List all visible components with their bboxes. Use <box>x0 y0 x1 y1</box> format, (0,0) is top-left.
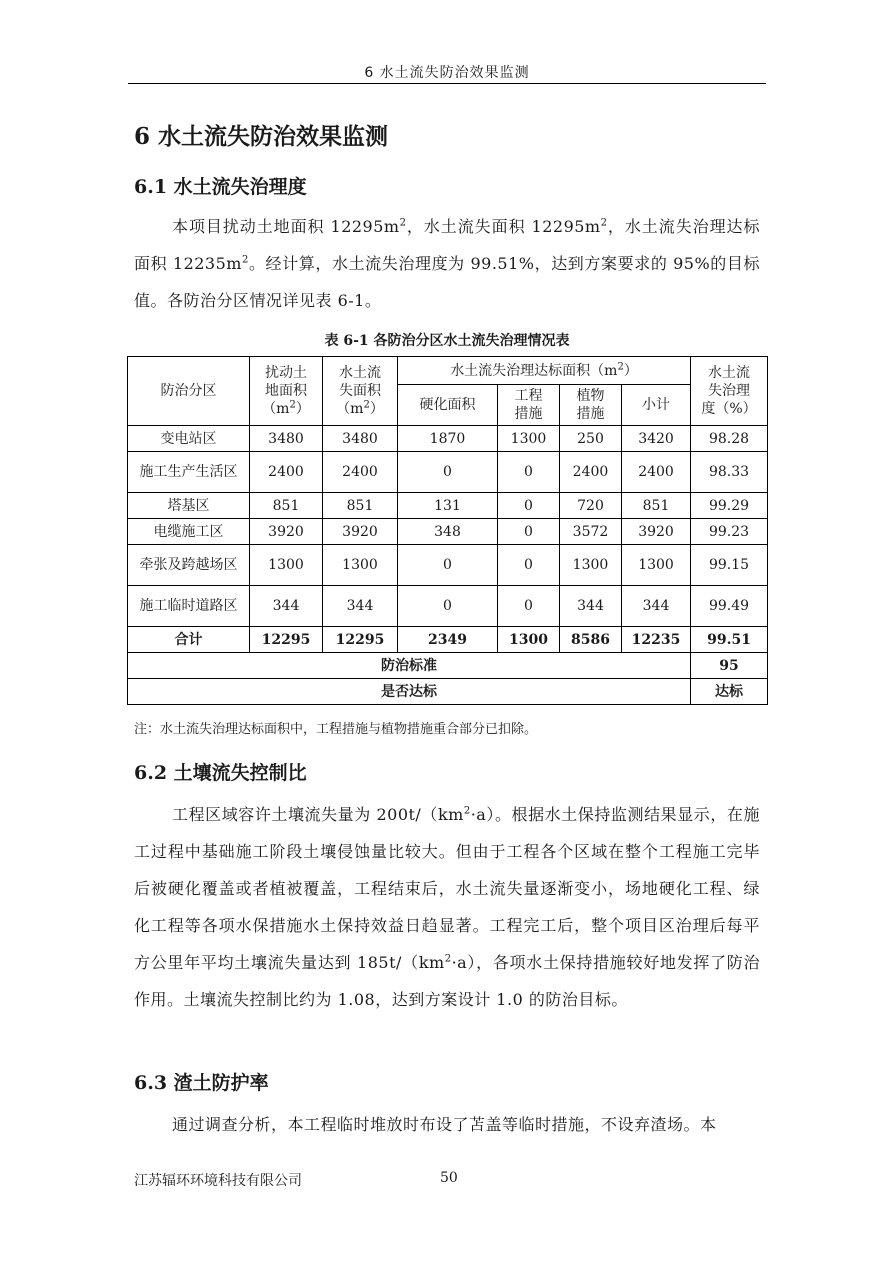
page-number: 50 <box>440 1170 458 1186</box>
cell-loss: 3920 <box>323 519 398 545</box>
header-engineering: 工程 措施 <box>498 385 560 426</box>
cell-plant: 2400 <box>560 452 622 493</box>
cell-rate: 99.49 <box>691 586 768 627</box>
paragraph-6-2: 工程区域容许土壤流失量为 $200t/(km^2\cdot a)$。根据水土保持监测结果显示，在施工过程中基础施工阶段土壤侵蚀量比较大。但由于工程各个区域在整个工程施工完毕后被硬化覆盖或者植被覆盖，工程结束后，水土流失量逐渐变小，场地硬化工程、绿化工程等各项水保措施水土保持效益日趋显著。工程完工后，整个项目区治理后每平方公里年平均土壤流失量达到 $185t/(km^2\cdot a)$，各项水土保持措施较好地发挥了防治作用。土壤流失控制比约为 1.08，达到方案设计 1.0 的防治目标。 <box>134 805 760 1009</box>
cell-plant: 1300 <box>560 545 622 586</box>
table-total-row <box>128 627 768 653</box>
standard-label: 防治标准 <box>128 653 691 679</box>
cell-eng: 0 <box>498 545 560 586</box>
cell-zone: 施工生产生活区 <box>128 452 250 493</box>
cell-disturb: 2400 <box>250 452 323 493</box>
footer-company: 江苏辐环环境科技有限公司 <box>134 1173 302 1189</box>
header-treated-group: 水土流失治理达标面积$(m^2)$ <box>398 357 691 385</box>
cell-zone: 变电站区 <box>128 426 250 452</box>
subsection-title-6-3: 6.3 渣土防护率 <box>134 1072 269 1094</box>
cell-loss: 851 <box>323 493 398 519</box>
cell-zone: 牵张及跨越场区 <box>128 545 250 586</box>
table-row <box>128 426 768 452</box>
cell-zone: 电缆施工区 <box>128 519 250 545</box>
cell-plant: 344 <box>560 586 622 627</box>
table-row <box>128 545 768 586</box>
cell-disturb: 851 <box>250 493 323 519</box>
cell-rate: 99.23 <box>691 519 768 545</box>
subsection-title-6-1: 6.1 水土流失治理度 <box>134 176 307 198</box>
cell-sub: 344 <box>622 586 691 627</box>
cell-eng: 1300 <box>498 426 560 452</box>
cell-plant: 3572 <box>560 519 622 545</box>
cell-disturb: 3480 <box>250 426 323 452</box>
standard-value: 95 <box>691 653 768 679</box>
cell-sub: 2400 <box>622 452 691 493</box>
cell-rate: 99.15 <box>691 545 768 586</box>
cell-eng: 0 <box>498 493 560 519</box>
header-subtotal: 小计 <box>622 385 691 426</box>
cell-loss: 3480 <box>323 426 398 452</box>
table-note: 注：水土流失治理达标面积中，工程措施与植物措施重合部分已扣除。 <box>134 722 538 737</box>
cell-loss: 2400 <box>323 452 398 493</box>
table-caption: 表 6-1 各防治分区水土流失治理情况表 <box>324 333 570 349</box>
cell-rate: 99.51 <box>691 627 768 653</box>
cell-hard: 2349 <box>398 627 498 653</box>
cell-zone: 塔基区 <box>128 493 250 519</box>
header-zone: 防治分区 <box>128 357 250 426</box>
cell-disturb: 12295 <box>250 627 323 653</box>
cell-eng: 0 <box>498 586 560 627</box>
cell-loss: 12295 <box>323 627 398 653</box>
cell-plant: 8586 <box>560 627 622 653</box>
cell-zone: 合计 <box>128 627 250 653</box>
cell-rate: 98.28 <box>691 426 768 452</box>
running-header: 6 水土流失防治效果监测 <box>364 65 530 81</box>
table-row <box>128 519 768 545</box>
header-disturbed-area: 扰动土 地面积 $(m^2)$ <box>250 357 323 426</box>
section-title: 6 水土流失防治效果监测 <box>134 123 389 150</box>
cell-loss: 1300 <box>323 545 398 586</box>
reached-value: 达标 <box>691 679 768 705</box>
cell-hard: 0 <box>398 545 498 586</box>
cell-eng: 0 <box>498 452 560 493</box>
cell-loss: 344 <box>323 586 398 627</box>
cell-hard: 1870 <box>398 426 498 452</box>
cell-disturb: 344 <box>250 586 323 627</box>
cell-sub: 12235 <box>622 627 691 653</box>
reached-label: 是否达标 <box>128 679 691 705</box>
cell-sub: 3420 <box>622 426 691 452</box>
cell-plant: 250 <box>560 426 622 452</box>
table-reached-row <box>128 679 768 705</box>
cell-sub: 1300 <box>622 545 691 586</box>
cell-sub: 851 <box>622 493 691 519</box>
cell-hard: 0 <box>398 452 498 493</box>
table-row <box>128 586 768 627</box>
header-loss-area: 水土流 失面积 $(m^2)$ <box>323 357 398 426</box>
header-hardened: 硬化面积 <box>398 385 498 426</box>
cell-sub: 3920 <box>622 519 691 545</box>
cell-eng: 0 <box>498 519 560 545</box>
cell-disturb: 3920 <box>250 519 323 545</box>
cell-rate: 98.33 <box>691 452 768 493</box>
header-divider <box>128 83 766 84</box>
table-standard-row <box>128 653 768 679</box>
cell-zone: 施工临时道路区 <box>128 586 250 627</box>
cell-hard: 348 <box>398 519 498 545</box>
paragraph-6-1: 本项目扰动土地面积 $12295m^2$，水土流失面积 $12295m^2$，水土流失治理达标面积 $12235m^2$。经计算，水土流失治理度为 99.51%，达到方案要求的 95%的目标值。各防治分区情况详见表 6-1。 <box>134 217 760 310</box>
cell-disturb: 1300 <box>250 545 323 586</box>
subsection-title-6-2: 6.2 土壤流失控制比 <box>134 762 307 784</box>
paragraph-6-3: 通过调查分析，本工程临时堆放时布设了苫盖等临时措施，不设弃渣场。本 <box>172 1115 717 1134</box>
header-plant: 植物 措施 <box>560 385 622 426</box>
table-row <box>128 452 768 493</box>
governance-table <box>127 356 768 705</box>
cell-plant: 720 <box>560 493 622 519</box>
cell-rate: 99.29 <box>691 493 768 519</box>
header-treatment-rate: 水土流 失治理 度（%） <box>691 357 768 426</box>
cell-hard: 0 <box>398 586 498 627</box>
cell-eng: 1300 <box>498 627 560 653</box>
cell-hard: 131 <box>398 493 498 519</box>
table-row <box>128 493 768 519</box>
